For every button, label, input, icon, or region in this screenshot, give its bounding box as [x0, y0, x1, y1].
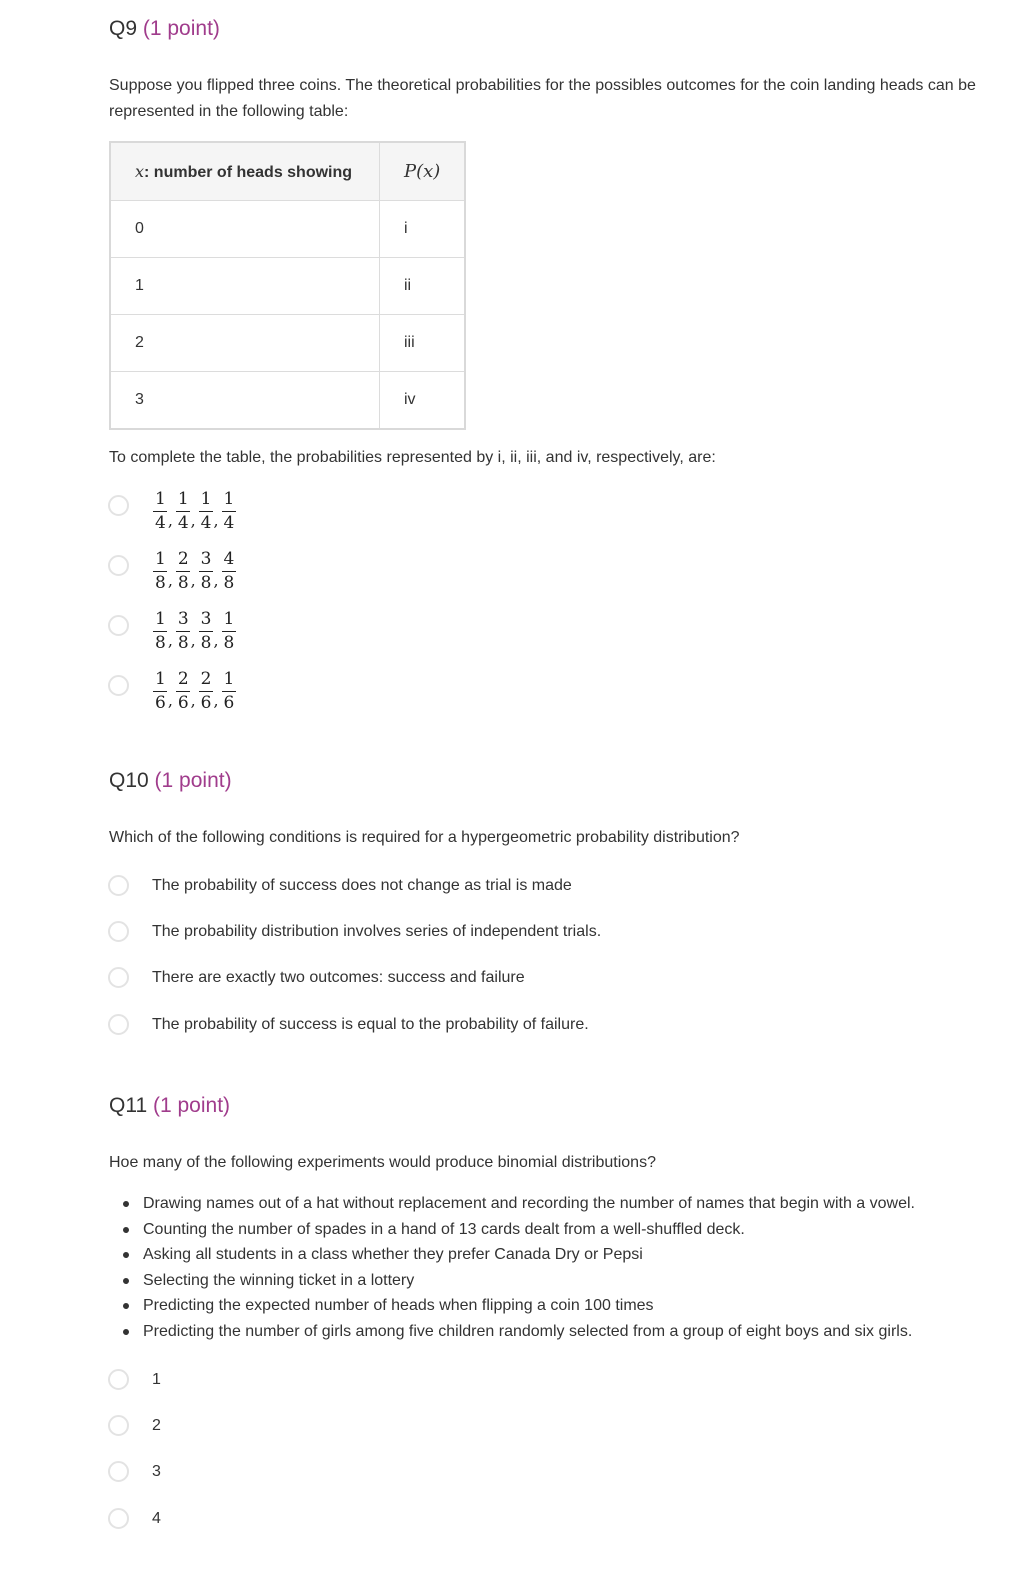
q11-option-c-label[interactable]: 3 [152, 1463, 161, 1480]
q9-prompt: Suppose you flipped three coins. The theoretical probabilities for the possibles outcomes for the coin landing heads can be represented in the following table: [109, 77, 976, 120]
fraction: $\frac{1}{6}$ [223, 669, 235, 713]
list-item: Asking all students in a class whether they prefer Canada Dry or Pepsi [143, 1242, 915, 1268]
fraction: $\frac{2}{8}$ [177, 549, 189, 593]
q11-option-d-radio[interactable] [108, 1508, 129, 1529]
q9-option-d-radio[interactable] [108, 675, 129, 696]
q11-option-a-label[interactable]: 1 [152, 1371, 161, 1388]
fraction: $\frac{3}{8}$ [177, 609, 189, 653]
q11-option-d-label[interactable]: 4 [152, 1510, 161, 1527]
q10-option-b-label[interactable]: The probability distribution involves series of independent trials. [152, 923, 602, 940]
q11-option-b-radio[interactable] [108, 1415, 129, 1436]
probability-table [109, 141, 466, 430]
fraction: $\frac{2}{6}$ [200, 669, 212, 713]
q9-option-c-fractions [153, 611, 236, 652]
q11-points: (1 point) [152, 1094, 231, 1117]
q9-option-a-fractions [153, 491, 236, 532]
q9-option-c-radio[interactable] [108, 615, 129, 636]
q10-option-b-radio[interactable] [108, 921, 129, 942]
comma-separator: , [190, 511, 196, 530]
q10-option-d-label[interactable]: The probability of success is equal to the probability of failure. [152, 1016, 589, 1033]
table-row: 2 iii [110, 315, 465, 372]
comma-separator: , [213, 691, 219, 710]
q9-number: Q9 [109, 17, 138, 40]
comma-separator: , [190, 691, 196, 710]
table-header-x: x: number of heads showing [110, 142, 380, 201]
q11-heading [109, 1094, 230, 1118]
comma-separator: , [167, 631, 173, 650]
q9-option-b-fractions [153, 551, 236, 592]
fraction: $\frac{1}{4}$ [200, 489, 212, 533]
q10-option-c-radio[interactable] [108, 967, 129, 988]
fraction: $\frac{1}{8}$ [155, 549, 166, 593]
fraction: $\frac{1}{8}$ [155, 609, 166, 653]
list-item: Counting the number of spades in a hand of 13 cards dealt from a well-shuffled deck. [143, 1217, 915, 1243]
comma-separator: , [213, 511, 219, 530]
q10-heading [109, 769, 232, 793]
table-header-p: P(x) [380, 142, 466, 201]
table-row: 1 ii [110, 258, 465, 315]
q10-option-d-radio[interactable] [108, 1014, 129, 1035]
comma-separator: , [167, 691, 173, 710]
list-item: Drawing names out of a hat without replacement and recording the number of names that begin with a vowel. [143, 1191, 915, 1217]
q10-number: Q10 [109, 769, 149, 792]
q11-prompt: Hoe many of the following experiments would produce binomial distributions? [109, 1154, 656, 1171]
q9-option-a-radio[interactable] [108, 495, 129, 516]
fraction: $\frac{4}{8}$ [223, 549, 235, 593]
list-item: Predicting the number of girls among five children randomly selected from a group of eight boys and six girls. [143, 1319, 915, 1345]
q9-heading [109, 17, 220, 41]
fraction: $\frac{2}{6}$ [177, 669, 189, 713]
comma-separator: , [167, 571, 173, 590]
q10-option-a-label[interactable]: The probability of success does not change as trial is made [152, 877, 572, 894]
fraction: $\frac{1}{4}$ [223, 489, 235, 533]
q10-option-a-radio[interactable] [108, 875, 129, 896]
comma-separator: , [213, 571, 219, 590]
q10-prompt: Which of the following conditions is required for a hypergeometric probability distribution? [109, 829, 740, 846]
q9-option-b-radio[interactable] [108, 555, 129, 576]
q10-option-c-label[interactable]: There are exactly two outcomes: success and failure [152, 969, 525, 986]
fraction: $\frac{3}{8}$ [200, 609, 212, 653]
comma-separator: , [190, 631, 196, 650]
fraction: $\frac{1}{4}$ [177, 489, 189, 533]
q9-question: To complete the table, the probabilities represented by i, ii, iii, and iv, respectively, are: [109, 449, 716, 466]
comma-separator: , [167, 511, 173, 530]
list-item: Predicting the expected number of heads when flipping a coin 100 times [143, 1293, 915, 1319]
q11-number: Q11 [109, 1094, 148, 1117]
table-row: 3 iv [110, 372, 465, 430]
q10-points: (1 point) [154, 769, 232, 792]
q9-points: (1 point) [142, 17, 220, 40]
fraction: $\frac{1}{6}$ [155, 669, 166, 713]
fraction: $\frac{3}{8}$ [200, 549, 212, 593]
fraction: $\frac{1}{8}$ [223, 609, 235, 653]
q11-option-a-radio[interactable] [108, 1369, 129, 1390]
comma-separator: , [213, 631, 219, 650]
q11-experiment-list [109, 1191, 915, 1345]
q9-option-d-fractions [153, 671, 236, 712]
list-item: Selecting the winning ticket in a lottery [143, 1268, 915, 1294]
fraction: $\frac{1}{4}$ [155, 489, 166, 533]
comma-separator: , [190, 571, 196, 590]
q11-option-b-label[interactable]: 2 [152, 1417, 161, 1434]
q11-option-c-radio[interactable] [108, 1461, 129, 1482]
table-row: 0 i [110, 201, 465, 258]
